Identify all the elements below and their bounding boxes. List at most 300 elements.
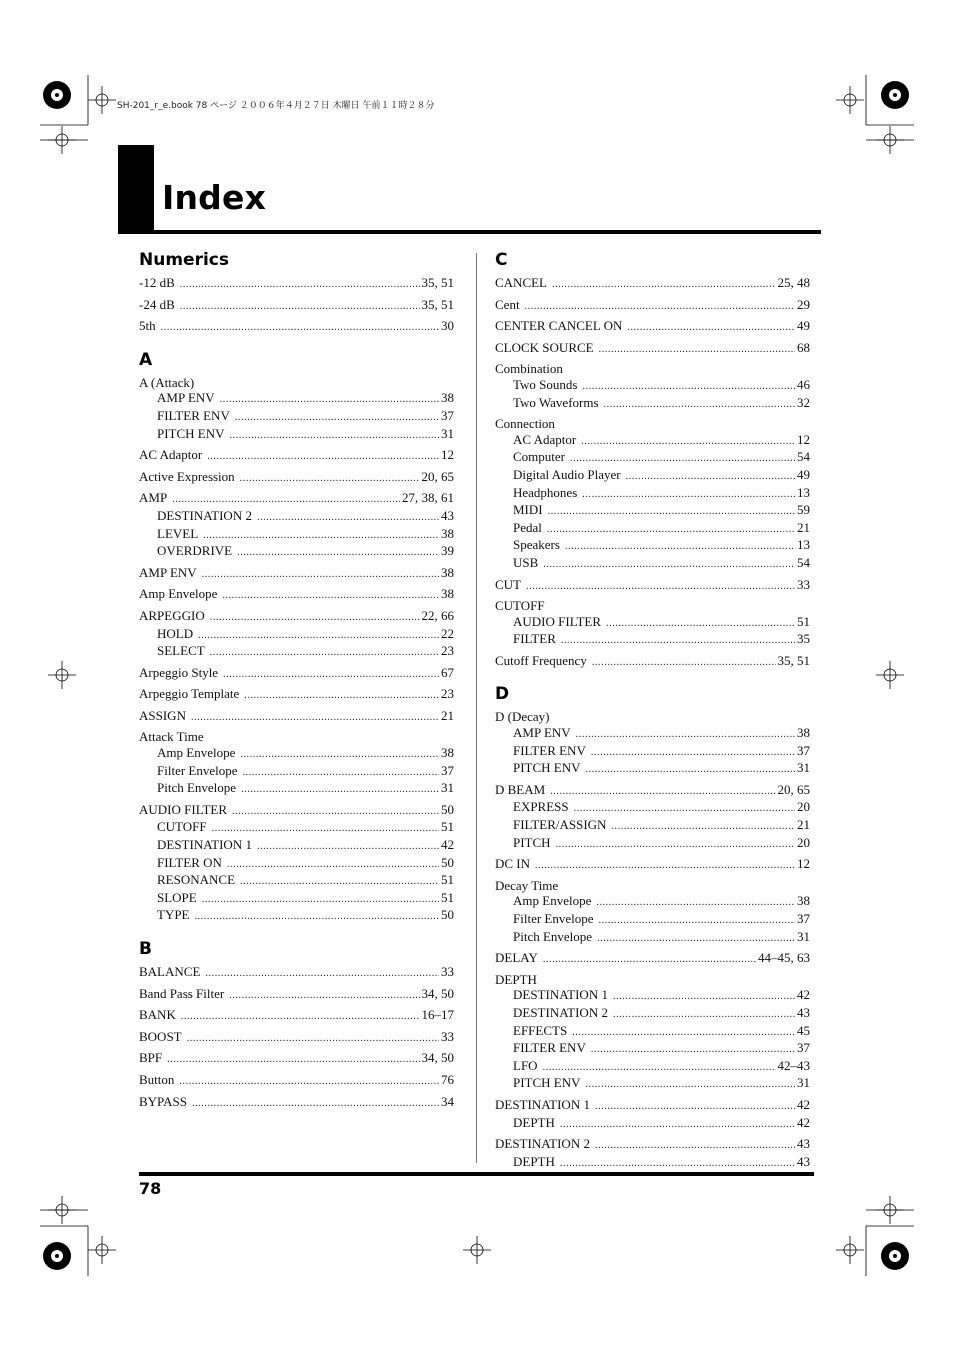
index-entry	[495, 598, 810, 614]
dot-leader	[596, 895, 795, 911]
entry-label: SLOPE	[157, 889, 197, 905]
entry-label: D BEAM	[495, 781, 546, 797]
entry-label: Pedal	[513, 519, 542, 535]
entry-label: BYPASS	[139, 1093, 187, 1109]
dot-leader	[561, 633, 795, 649]
dot-leader	[591, 1042, 795, 1058]
dot-leader	[235, 410, 439, 426]
index-subentry	[495, 835, 810, 853]
dot-leader	[257, 510, 439, 526]
entry-page-ref: 31	[797, 760, 810, 776]
entry-label: AC Adaptor	[139, 447, 203, 463]
entry-page-ref: 38	[441, 564, 454, 580]
index-subentry	[139, 907, 454, 925]
entry-page-ref: 42–43	[777, 1057, 810, 1073]
entry-page-ref: 50	[441, 854, 454, 870]
index-entry	[495, 950, 810, 968]
dot-leader	[195, 909, 440, 925]
index-entry	[495, 318, 810, 336]
index-subentry	[495, 432, 810, 450]
index-entry	[139, 447, 454, 465]
index-entry-group	[139, 275, 454, 293]
dot-leader	[227, 857, 439, 873]
index-entry	[495, 275, 810, 293]
dot-leader	[237, 545, 439, 561]
dot-leader	[560, 1117, 795, 1133]
index-entry-group	[139, 565, 454, 583]
index-entry-group	[139, 490, 454, 560]
dot-leader	[565, 539, 795, 555]
dot-leader	[613, 1007, 795, 1023]
entry-page-ref: 43	[441, 507, 454, 523]
index-entry	[495, 782, 810, 800]
dot-leader	[582, 379, 795, 395]
entry-label: HOLD	[157, 625, 194, 641]
entry-label: AUDIO FILTER	[513, 613, 601, 629]
index-subentry	[495, 911, 810, 929]
entry-page-ref: 25, 48	[777, 275, 810, 290]
index-subentry	[139, 872, 454, 890]
entry-label: FILTER ENV	[513, 742, 586, 758]
entry-page-ref: 46	[797, 376, 810, 392]
index-subentry	[495, 502, 810, 520]
entry-page-ref: 22, 66	[421, 607, 454, 623]
entry-label: RESONANCE	[157, 872, 236, 888]
entry-page-ref: 33	[441, 964, 454, 979]
index-entry	[495, 416, 810, 432]
dot-leader	[187, 1031, 439, 1047]
entry-page-ref: 54	[797, 449, 810, 465]
dot-leader	[161, 320, 439, 336]
index-subentry	[139, 745, 454, 763]
entry-label: Digital Audio Player	[513, 466, 621, 482]
dot-leader	[257, 839, 439, 855]
entry-label: DESTINATION 1	[513, 987, 608, 1003]
entry-page-ref: 27, 38, 61	[402, 490, 454, 506]
index-entry-group	[139, 964, 454, 982]
index-entry-group	[495, 1136, 810, 1171]
entry-label: FILTER ENV	[157, 407, 230, 423]
entry-label: LFO	[513, 1057, 538, 1073]
section-heading: Numerics	[139, 250, 229, 270]
index-entry	[495, 1136, 810, 1154]
entry-page-ref: 12	[441, 447, 454, 463]
entry-page-ref: 22	[441, 625, 454, 641]
index-subentry	[495, 614, 810, 632]
index-entry	[495, 972, 810, 988]
entry-page-ref: 43	[797, 1004, 810, 1020]
index-entry	[495, 709, 810, 725]
entry-label: USB	[513, 554, 539, 570]
entry-page-ref: 38	[441, 390, 454, 406]
dot-leader	[543, 1060, 776, 1076]
entry-label: MIDI	[513, 502, 543, 518]
entry-label: ARPEGGIO	[139, 607, 205, 623]
entry-label: D (Decay)	[495, 709, 550, 725]
entry-label: PITCH ENV	[513, 1075, 581, 1091]
dot-leader	[172, 492, 400, 508]
entry-page-ref: 59	[797, 502, 810, 518]
dot-leader	[595, 1138, 795, 1154]
index-entry-group	[495, 878, 810, 946]
index-entry	[139, 1094, 454, 1112]
title-rule	[118, 230, 821, 234]
entry-label: EXPRESS	[513, 799, 569, 815]
entry-page-ref: 39	[441, 543, 454, 559]
index-entry	[139, 297, 454, 315]
index-subentry	[495, 449, 810, 467]
entry-label: Filter Envelope	[513, 911, 594, 926]
entry-label: Computer	[513, 449, 565, 465]
dot-leader	[606, 616, 795, 632]
dot-leader	[202, 567, 439, 583]
entry-label: BALANCE	[139, 964, 201, 979]
index-entry	[495, 856, 810, 874]
dot-leader	[597, 931, 795, 947]
index-entry-group	[495, 709, 810, 777]
index-entry	[139, 1072, 454, 1090]
dot-leader	[613, 989, 795, 1005]
index-subentry	[495, 1023, 810, 1041]
dot-leader	[582, 487, 795, 503]
entry-label: Speakers	[513, 537, 560, 553]
entry-label: A (Attack)	[139, 374, 195, 390]
entry-label: CUTOFF	[157, 819, 207, 835]
dot-leader	[223, 667, 439, 683]
index-entry-group	[139, 447, 454, 465]
index-entry-group	[139, 375, 454, 443]
entry-page-ref: 20, 65	[421, 468, 454, 484]
entry-page-ref: 45	[797, 1022, 810, 1038]
entry-label: Button	[139, 1071, 175, 1087]
entry-label: SELECT	[157, 643, 205, 659]
index-subentry	[139, 763, 454, 781]
index-entry-group	[139, 586, 454, 604]
index-section	[139, 250, 454, 336]
dot-leader	[240, 874, 439, 890]
entry-page-ref: 34, 50	[421, 985, 454, 1001]
entry-label: CUT	[495, 576, 521, 592]
index-entry	[139, 608, 454, 626]
index-entry	[139, 1007, 454, 1025]
index-subentry	[139, 508, 454, 526]
index-entry-group	[139, 297, 454, 315]
entry-page-ref: 23	[441, 686, 454, 702]
dot-leader	[191, 710, 439, 726]
dot-leader	[202, 892, 439, 908]
index-entry-group	[139, 608, 454, 661]
entry-page-ref: 49	[797, 466, 810, 482]
index-entry-group	[139, 708, 454, 726]
dot-leader	[576, 727, 795, 743]
dot-leader	[180, 277, 420, 293]
entry-label: DEPTH	[513, 1114, 555, 1130]
entry-page-ref: 13	[797, 484, 810, 500]
entry-page-ref: 42	[441, 837, 454, 853]
entry-label: FILTER	[513, 631, 556, 647]
entry-label: DEPTH	[495, 971, 537, 987]
entry-page-ref: 50	[441, 907, 454, 923]
index-entry-group	[139, 1072, 454, 1090]
index-entry	[139, 964, 454, 982]
index-subentry	[495, 817, 810, 835]
title-black-block	[118, 145, 154, 233]
entry-page-ref: 35, 51	[777, 652, 810, 668]
dot-leader	[240, 471, 420, 487]
index-subentry	[139, 426, 454, 444]
entry-label: Combination	[495, 361, 563, 377]
entry-page-ref: 38	[797, 725, 810, 741]
dot-leader	[586, 762, 795, 778]
entry-label: DC IN	[495, 856, 531, 872]
index-entry-group	[495, 275, 810, 293]
entry-label: DESTINATION 2	[495, 1136, 590, 1152]
entry-page-ref: 16–17	[421, 1007, 454, 1023]
entry-label: DESTINATION 2	[157, 507, 252, 523]
entry-label: -12 dB	[139, 275, 175, 290]
entry-label: TYPE	[157, 907, 190, 923]
index-entry-group	[495, 340, 810, 358]
entry-label: ASSIGN	[139, 707, 186, 723]
entry-label: FILTER ON	[157, 854, 222, 870]
index-entry	[495, 878, 810, 894]
entry-label: Headphones	[513, 484, 578, 500]
entry-page-ref: 38	[441, 586, 454, 602]
entry-page-ref: 34	[441, 1093, 454, 1109]
entry-label: BOOST	[139, 1028, 182, 1044]
entry-page-ref: 51	[441, 872, 454, 888]
entry-page-ref: 37	[797, 742, 810, 758]
index-entry-group	[495, 318, 810, 336]
dot-leader	[626, 469, 795, 485]
index-subentry	[495, 1005, 810, 1023]
dot-leader	[570, 451, 795, 467]
dot-leader	[243, 765, 439, 781]
entry-page-ref: 54	[797, 554, 810, 570]
section-heading: C	[495, 250, 508, 270]
entry-label: CLOCK SOURCE	[495, 339, 594, 355]
entry-label: PITCH ENV	[157, 425, 225, 441]
index-subentry	[139, 855, 454, 873]
entry-page-ref: 49	[797, 318, 810, 334]
dot-leader	[574, 801, 795, 817]
entry-label: Band Pass Filter	[139, 985, 225, 1001]
dot-leader	[581, 434, 795, 450]
entry-page-ref: 21	[441, 707, 454, 723]
entry-page-ref: 44–45, 63	[758, 950, 810, 966]
index-entry-group	[495, 972, 810, 1093]
dot-leader	[547, 522, 795, 538]
entry-page-ref: 34, 50	[421, 1050, 454, 1066]
entry-page-ref: 33	[441, 1028, 454, 1044]
entry-page-ref: 13	[797, 537, 810, 553]
entry-label: Pitch Envelope	[513, 928, 593, 944]
entry-page-ref: 35, 51	[421, 296, 454, 312]
entry-label: PITCH	[513, 834, 551, 850]
entry-label: LEVEL	[157, 525, 199, 541]
index-subentry	[139, 543, 454, 561]
entry-label: Attack Time	[139, 729, 204, 745]
entry-page-ref: 42	[797, 987, 810, 1003]
index-entry-group	[495, 361, 810, 412]
index-subentry	[495, 987, 810, 1005]
entry-label: Amp Envelope	[139, 586, 218, 602]
index-entry	[139, 586, 454, 604]
entry-label: AC Adaptor	[513, 431, 577, 447]
index-entry-group	[495, 856, 810, 874]
index-entry	[139, 375, 454, 391]
index-subentry	[139, 780, 454, 798]
index-entry-group	[139, 802, 454, 925]
index-entry-group	[495, 577, 810, 595]
index-section	[495, 250, 810, 670]
entry-page-ref: 51	[441, 819, 454, 835]
dot-leader	[572, 1025, 795, 1041]
entry-page-ref: 32	[797, 394, 810, 410]
dot-leader	[241, 782, 439, 798]
index-entry	[139, 665, 454, 683]
index-subentry	[495, 893, 810, 911]
section-heading: D	[495, 684, 510, 705]
dot-leader	[560, 1156, 795, 1172]
entry-label: Connection	[495, 416, 555, 432]
dot-leader	[210, 645, 439, 661]
dot-leader	[599, 913, 795, 929]
entry-page-ref: 38	[441, 525, 454, 541]
entry-label: DESTINATION 1	[495, 1096, 590, 1112]
index-entry	[495, 1097, 810, 1115]
index-subentry	[139, 837, 454, 855]
dot-leader	[207, 449, 439, 465]
entry-label: EFFECTS	[513, 1022, 568, 1038]
entry-label: DESTINATION 2	[513, 1004, 608, 1020]
index-subentry	[495, 520, 810, 538]
entry-label: Decay Time	[495, 877, 559, 893]
entry-label: DESTINATION 1	[157, 837, 252, 853]
index-subentry	[139, 890, 454, 908]
dot-leader	[627, 320, 795, 336]
index-section	[495, 684, 810, 1171]
dot-leader	[167, 1052, 419, 1068]
entry-page-ref: 43	[797, 1136, 810, 1152]
entry-page-ref: 42	[797, 1114, 810, 1130]
dot-leader	[198, 628, 439, 644]
index-entry-group	[139, 729, 454, 797]
page-number: 78	[139, 1179, 162, 1198]
entry-page-ref: 31	[441, 780, 454, 796]
index-subentry	[495, 1058, 810, 1076]
entry-page-ref: 21	[797, 519, 810, 535]
entry-page-ref: 38	[441, 745, 454, 761]
entry-page-ref: 20	[797, 834, 810, 850]
entry-label: DELAY	[495, 950, 538, 966]
index-entry	[495, 340, 810, 358]
entry-page-ref: 12	[797, 431, 810, 447]
entry-page-ref: 42	[797, 1096, 810, 1112]
index-subentry	[495, 485, 810, 503]
dot-leader	[181, 1009, 420, 1025]
index-entry-group	[495, 653, 810, 671]
entry-label: Two Sounds	[513, 376, 578, 392]
index-entry	[139, 1029, 454, 1047]
index-entry	[139, 802, 454, 820]
index-subentry	[495, 631, 810, 649]
dot-leader	[232, 804, 439, 820]
index-entry	[139, 729, 454, 745]
index-entry-group	[495, 782, 810, 852]
index-entry	[495, 297, 810, 315]
index-subentry	[495, 377, 810, 395]
entry-page-ref: 12	[797, 856, 810, 872]
index-entry-group	[495, 950, 810, 968]
index-entry-group	[139, 686, 454, 704]
index-subentry	[495, 555, 810, 573]
entry-label: PITCH ENV	[513, 760, 581, 776]
index-subentry	[139, 526, 454, 544]
entry-label: Cent	[495, 296, 520, 312]
entry-label: Active Expression	[139, 468, 235, 484]
entry-page-ref: 37	[797, 1040, 810, 1056]
entry-label: BANK	[139, 1007, 176, 1023]
index-entry-group	[139, 318, 454, 336]
section-heading: A	[139, 349, 153, 370]
entry-page-ref: 43	[797, 1153, 810, 1169]
entry-label: FILTER ENV	[513, 1040, 586, 1056]
index-section	[139, 350, 454, 925]
entry-page-ref: 35, 51	[421, 275, 454, 290]
entry-label: Pitch Envelope	[157, 780, 237, 796]
dot-leader	[543, 952, 756, 968]
index-entry	[139, 986, 454, 1004]
entry-page-ref: 29	[797, 296, 810, 312]
entry-label: Filter Envelope	[157, 762, 238, 778]
dot-leader	[592, 655, 776, 671]
index-subentry	[495, 743, 810, 761]
dot-leader	[550, 784, 775, 800]
dot-leader	[222, 588, 439, 604]
entry-page-ref: 51	[441, 889, 454, 905]
index-subentry	[139, 408, 454, 426]
index-subentry	[495, 1115, 810, 1133]
entry-label: CUTOFF	[495, 598, 545, 614]
index-subentry	[495, 725, 810, 743]
footer-rule	[139, 1172, 814, 1176]
entry-label: -24 dB	[139, 296, 175, 312]
index-subentry	[495, 929, 810, 947]
dot-leader	[192, 1096, 439, 1112]
dot-leader	[229, 988, 419, 1004]
entry-page-ref: 33	[797, 576, 810, 592]
dot-leader	[212, 821, 439, 837]
entry-label: AMP ENV	[139, 564, 197, 580]
index-entry-group	[139, 986, 454, 1004]
entry-page-ref: 50	[441, 801, 454, 817]
entry-label: Cutoff Frequency	[495, 652, 587, 668]
index-entry	[139, 469, 454, 487]
index-subentry	[495, 395, 810, 413]
index-section	[139, 939, 454, 1111]
dot-leader	[556, 837, 795, 853]
page-title: Index	[162, 178, 267, 217]
entry-page-ref: 31	[797, 928, 810, 944]
entry-label: BPF	[139, 1050, 163, 1066]
index-entry-group	[495, 297, 810, 315]
index-entry-group	[139, 469, 454, 487]
entry-page-ref: 20	[797, 799, 810, 815]
entry-label: CENTER CANCEL ON	[495, 318, 623, 334]
dot-leader	[611, 819, 795, 835]
index-column-right	[495, 250, 810, 1185]
